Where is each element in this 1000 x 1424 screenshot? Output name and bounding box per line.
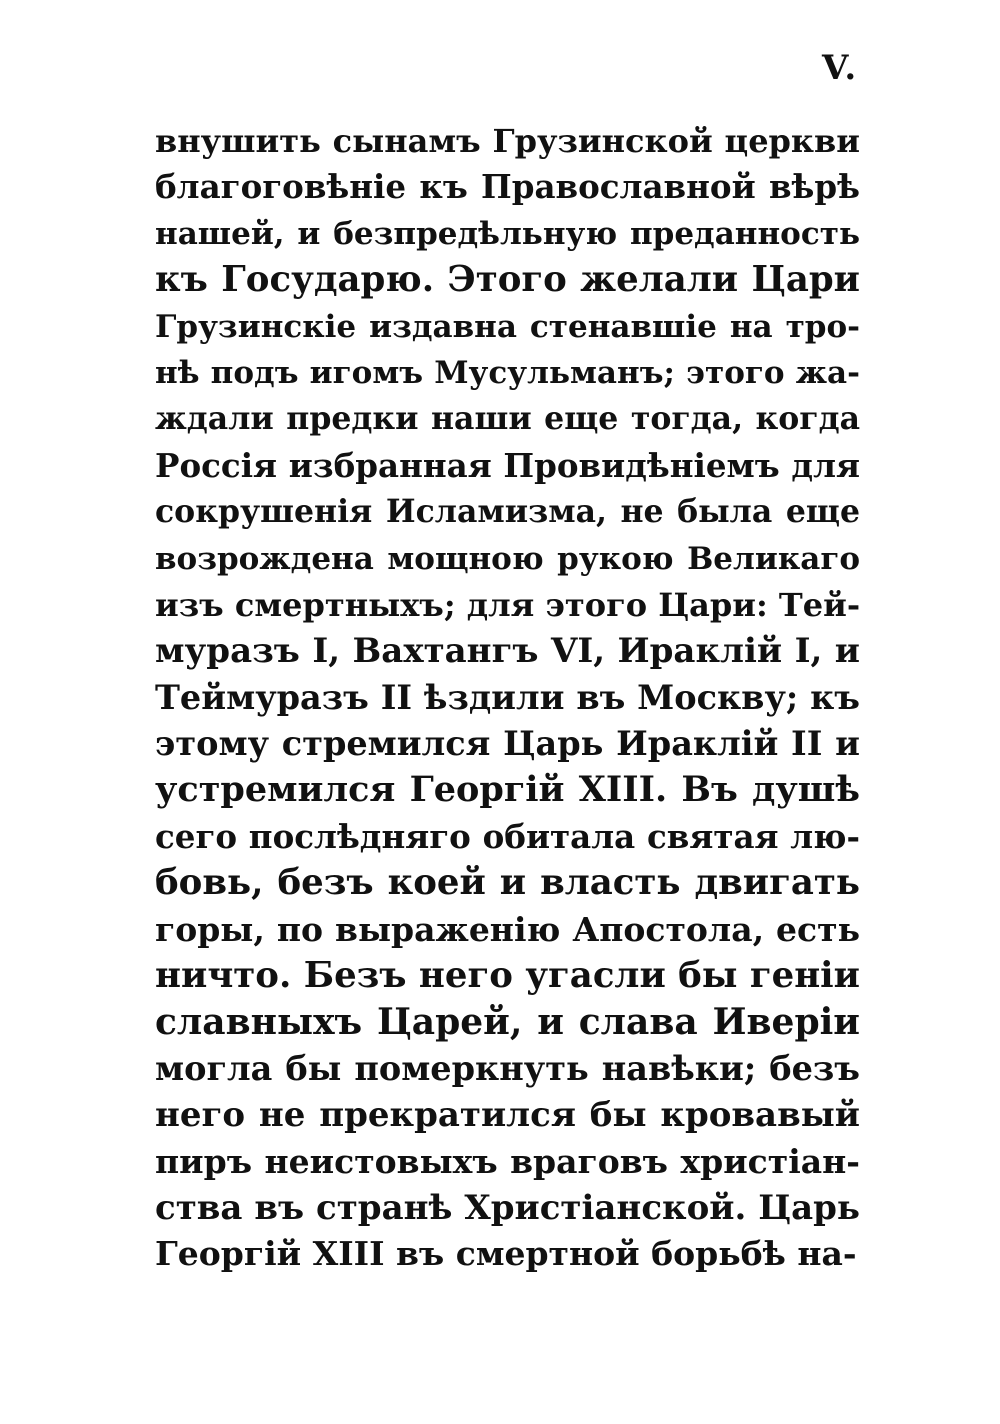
text-line: муразъ I, Вахтангъ VI, Ираклій I, и: [155, 631, 860, 672]
text-line: Теймуразъ II ѣздили въ Москву; къ: [155, 677, 860, 717]
text-line: благоговѣніе къ Православной вѣрѣ: [155, 167, 860, 207]
text-line: этому стремился Царь Ираклій II и: [155, 724, 860, 764]
text-line: къ Государю. Этого желали Цари: [155, 259, 860, 301]
page-number: V.: [822, 48, 859, 88]
text-line: внушить сынамъ Грузинской церкви: [155, 122, 860, 160]
text-line: Георгій XIII въ смертной борьбѣ на-: [155, 1234, 857, 1274]
text-line: могла бы померкнуть навѣки; безъ: [155, 1048, 860, 1088]
text-line: ничто. Безъ него угасли бы геніи: [155, 955, 860, 997]
text-line: пиръ неистовыхъ враговъ христіан-: [155, 1141, 860, 1181]
text-line: Россія избранная Провидѣніемъ для: [155, 445, 860, 485]
text-line: устремился Георгій XIII. Въ душѣ: [155, 769, 860, 811]
text-line: нѣ подъ игомъ Мусульманъ; этого жа-: [155, 354, 860, 391]
text-line: ства въ странѣ Христіанской. Царь: [155, 1187, 860, 1228]
text-line: горы, по выраженію Апостола, есть: [155, 909, 860, 949]
body-text: [155, 118, 860, 1278]
text-line: изъ смертныхъ; для этого Цари: Тей-: [155, 585, 861, 624]
text-line: сокрушенія Исламизма, не была еще: [155, 493, 860, 531]
text-line: Грузинскіе издавна стенавшіе на тро-: [155, 308, 860, 345]
text-line: него не прекратился бы кровавый: [155, 1095, 860, 1136]
text-line: нашей, и безпредѣльную преданность: [155, 215, 860, 252]
text-line: бовь, безъ коей и власть двигать: [155, 862, 860, 904]
text-line: ждали предки наши еще тогда, когда: [155, 400, 860, 438]
text-line: славныхъ Царей, и слава Иверіи: [155, 1001, 860, 1044]
text-line: сего послѣдняго обитала святая лю-: [155, 816, 860, 856]
text-line: возрождена мощною рукою Великаго: [155, 540, 860, 577]
